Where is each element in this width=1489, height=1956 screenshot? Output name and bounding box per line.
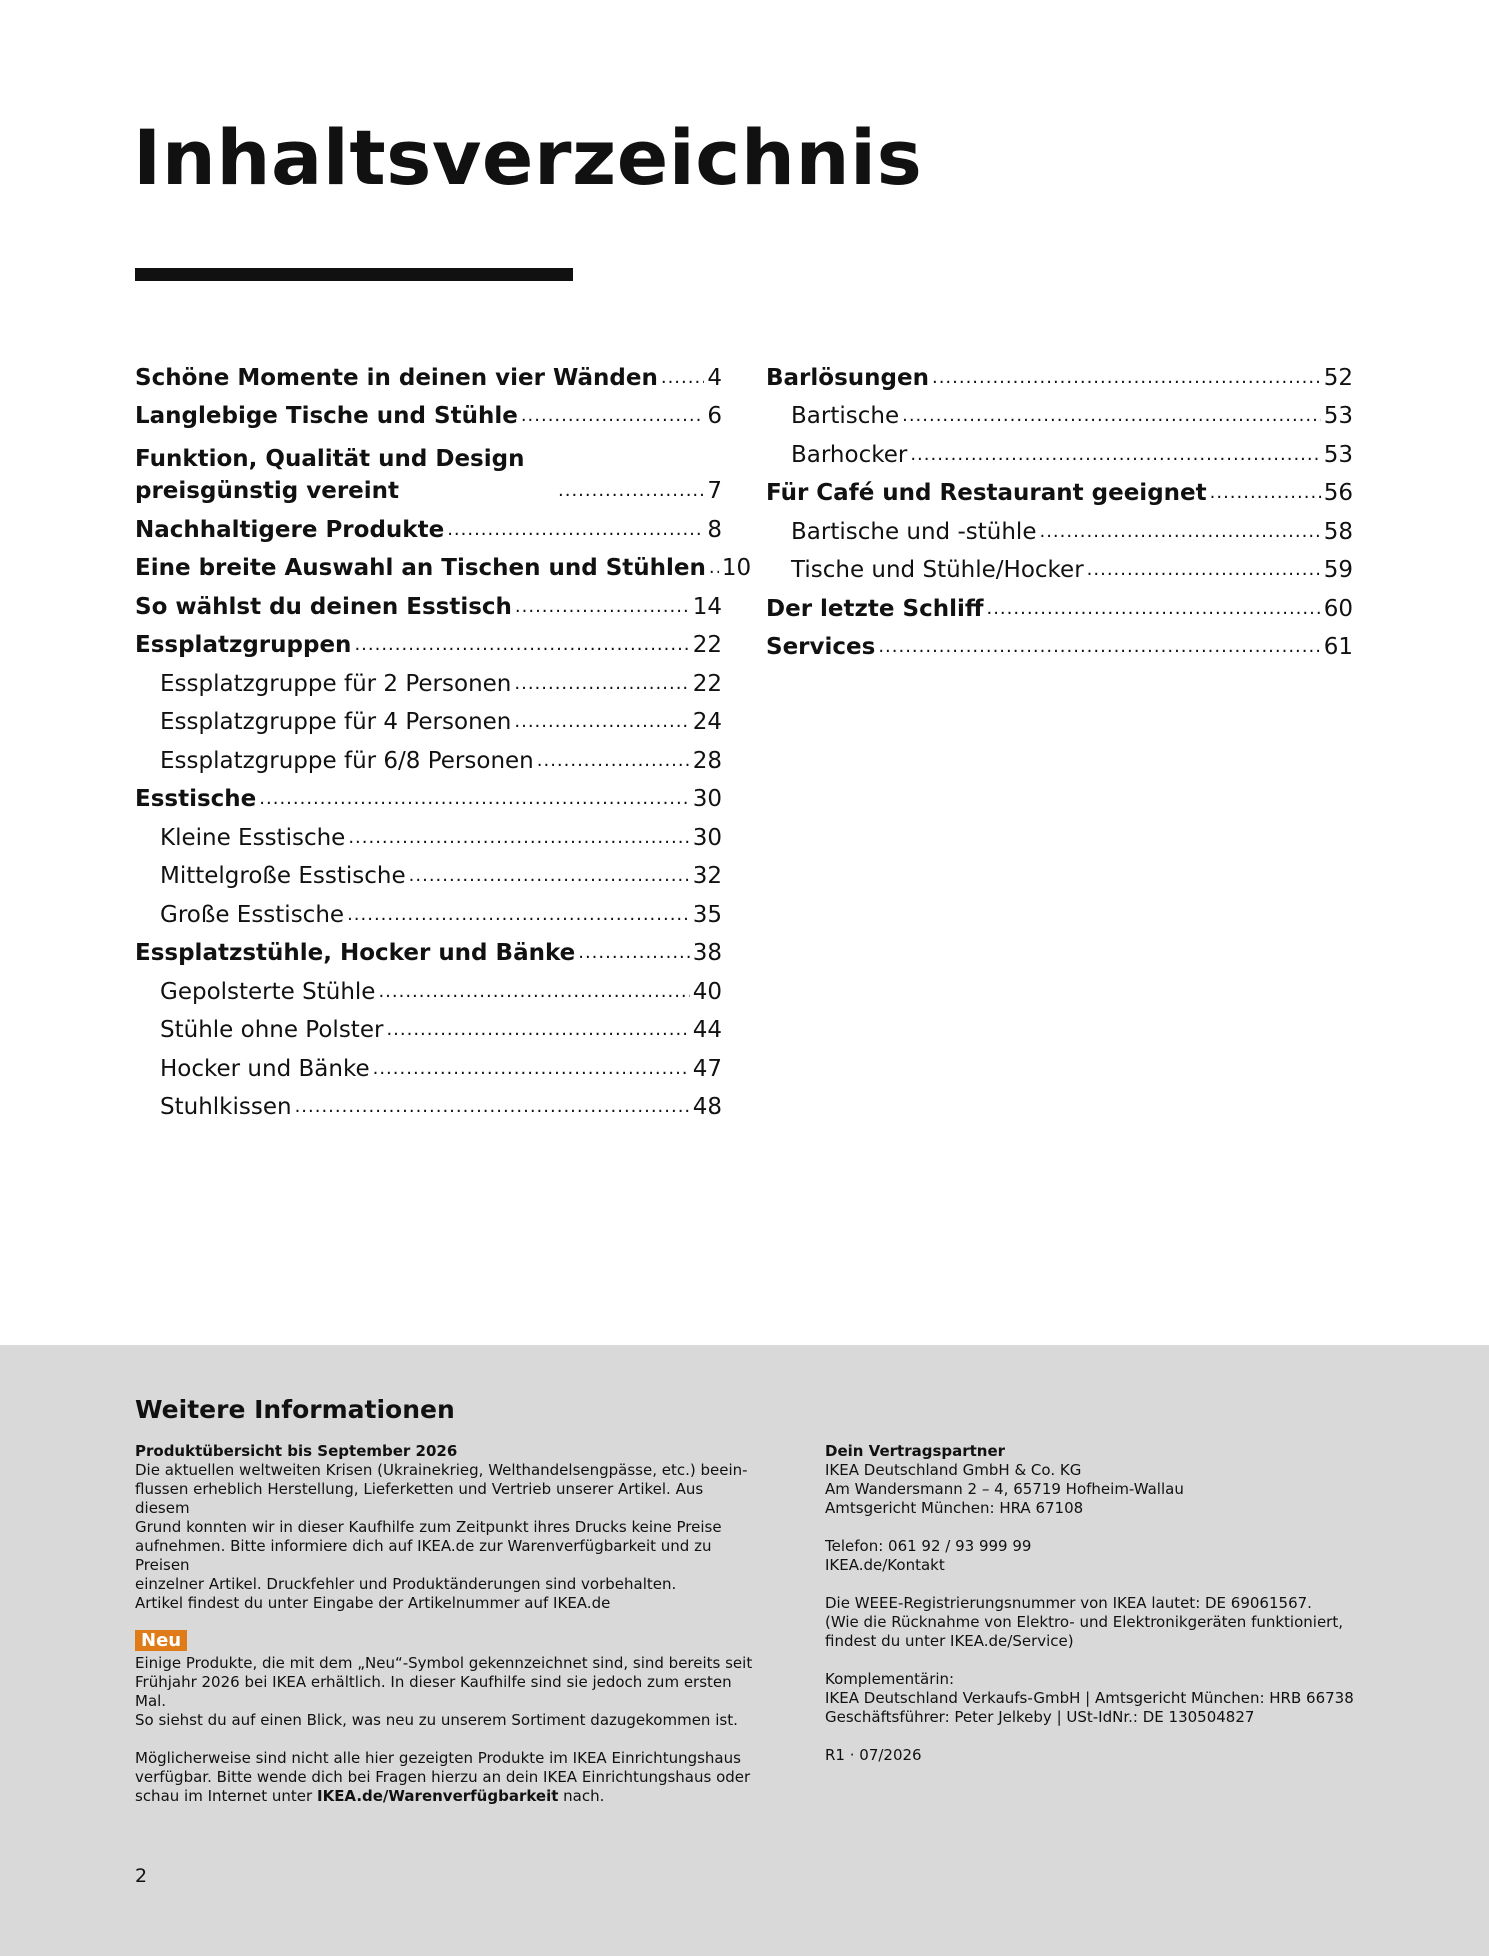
toc-entry[interactable] xyxy=(135,969,722,1008)
toc-entry-label: Essplatzstühle, Hocker und Bänke xyxy=(135,940,576,966)
toc-dot-leader xyxy=(709,552,719,584)
toc-entry-label: Gepolsterte Stühle xyxy=(160,978,376,1005)
toc-dot-leader xyxy=(259,783,689,815)
toc-entry-page: 4 xyxy=(707,364,722,391)
title-rule xyxy=(135,268,573,281)
spacer xyxy=(825,1575,1425,1594)
toc-entry-label: Stuhlkissen xyxy=(160,1094,292,1120)
toc-entry-label: Barlösungen xyxy=(766,364,929,391)
toc-dot-leader xyxy=(373,1053,690,1085)
toc-entry-label: Stühle ohne Polster xyxy=(160,1017,384,1043)
toc-entry[interactable] xyxy=(766,355,1353,394)
toc-entry-label: Essplatzgruppe für 6/8 Personen xyxy=(160,747,534,774)
toc-entry[interactable] xyxy=(766,586,1353,625)
toc-entry-label: Für Café und Restaurant geeignet xyxy=(766,480,1207,506)
toc-entry[interactable] xyxy=(135,584,722,623)
toc-entry-label: Esstische xyxy=(135,786,257,812)
toc-entry-page: 40 xyxy=(692,978,722,1005)
toc-entry-label: Langlebige Tische und Stühle xyxy=(135,403,518,429)
page-title: Inhaltsverzeichnis xyxy=(133,113,923,202)
toc-entry[interactable] xyxy=(135,432,722,507)
info-right-column xyxy=(825,1442,1425,1765)
toc-entry-page: 53 xyxy=(1323,403,1353,429)
toc-dot-leader xyxy=(986,593,1320,625)
toc-dot-leader xyxy=(661,362,705,394)
toc-entry[interactable] xyxy=(135,931,722,970)
toc-dot-leader xyxy=(348,822,689,854)
toc-dot-leader xyxy=(1039,516,1320,548)
toc-entry-label: Schöne Momente in deinen vier Wänden xyxy=(135,364,658,391)
toc-dot-leader xyxy=(514,668,689,700)
toc-entry-label: Funktion, Qualität und Design preisgünstig vereint xyxy=(135,446,525,504)
version-text: R1 · 07/2026 xyxy=(825,1746,922,1764)
toc-entry-page: 58 xyxy=(1323,518,1353,545)
toc-entry-page: 6 xyxy=(707,403,722,429)
toc-entry-label: Essplatzgruppe für 2 Personen xyxy=(160,670,512,697)
toc-entry-label: Hocker und Bänke xyxy=(160,1055,370,1082)
toc-entry-label: Mittelgroße Esstische xyxy=(160,863,406,889)
toc-entry-label: Kleine Esstische xyxy=(160,824,346,851)
toc-entry[interactable] xyxy=(766,394,1353,433)
toc-entry[interactable] xyxy=(135,546,752,585)
complementary-text: Komplementärin: IKEA Deutschland Verkaufs-GmbH | Amtsgericht München: HRB 66738 Geschäftsführer: Peter Jelkeby | USt-IdNr.: DE 130504827 xyxy=(825,1670,1354,1726)
toc-entry[interactable] xyxy=(766,471,1353,510)
overview-text: Die aktuellen weltweiten Krisen (Ukrainekrieg, Welthandelsengpässe, etc.) beein- flussen erheblich Herstellung, Lieferketten und Vertrieb unserer Artikel. Aus diesem Grund konnten wir in dieser Kaufhilfe zum Zeitpunkt ihres Drucks keine Preise aufnehmen. Bitte informiere dich auf IKEA.de zur Warenverfügbarkeit und zu Preisen einzelner Artikel. Druckfehler und Produktänderungen sind vorbehalten. Artikel findest du unter Eingabe der Artikelnummer auf IKEA.de xyxy=(135,1461,748,1612)
toc-left-column xyxy=(135,355,752,1123)
toc-entry-page: 24 xyxy=(692,709,722,735)
toc-entry-label: Essplatzgruppe für 4 Personen xyxy=(160,709,512,735)
toc-entry[interactable] xyxy=(135,394,722,433)
toc-entry-label: Bartische und -stühle xyxy=(791,518,1037,545)
toc-dot-leader xyxy=(386,1014,689,1046)
toc-entry-page: 61 xyxy=(1323,634,1353,660)
toc-entry-label: Der letzte Schliff xyxy=(766,595,984,622)
toc-entry[interactable] xyxy=(766,509,1353,548)
toc-entry-page: 22 xyxy=(692,632,722,658)
info-left-column xyxy=(135,1442,760,1806)
toc-dot-leader xyxy=(578,937,689,969)
toc-entry[interactable] xyxy=(135,700,722,739)
toc-entry[interactable] xyxy=(766,548,1353,587)
availability-link[interactable]: IKEA.de/Warenverfügbarkeit xyxy=(316,1787,559,1805)
toc-entry[interactable] xyxy=(135,661,722,700)
toc-entry-page: 22 xyxy=(692,670,722,697)
toc-dot-leader xyxy=(878,631,1320,663)
toc-entry[interactable] xyxy=(135,623,722,662)
availability-suffix: nach. xyxy=(558,1787,605,1805)
toc-dot-leader xyxy=(409,860,690,892)
toc-entry-label: Barhocker xyxy=(791,441,908,468)
toc-entry[interactable] xyxy=(766,625,1353,664)
neu-text: Einige Produkte, die mit dem „Neu“-Symbol gekennzeichnet sind, sind bereits seit Frühjahr 2026 bei IKEA erhältlich. In dieser Kaufhilfe sind sie jedoch zum ersten Mal. So siehst du auf einen Blick, was neu zu unserem Sortiment dazugekommen ist. xyxy=(135,1654,753,1729)
spacer xyxy=(825,1727,1425,1746)
toc-dot-leader xyxy=(378,976,689,1008)
toc-entry-page: 14 xyxy=(692,593,722,620)
weee-text: Die WEEE-Registrierungsnummer von IKEA lautet: DE 69061567. (Wie die Rücknahme von Elektro- und Elektronikgeräten funktioniert, findest du unter IKEA.de/Service) xyxy=(825,1594,1343,1650)
toc-entry-page: 30 xyxy=(692,824,722,851)
partner-text: IKEA Deutschland GmbH & Co. KG Am Wandersmann 2 – 4, 65719 Hofheim-Wallau Amtsgericht München: HRA 67108 xyxy=(825,1461,1184,1517)
availability-paragraph xyxy=(135,1749,760,1806)
toc-dot-leader xyxy=(932,362,1321,394)
toc-entry[interactable] xyxy=(135,854,722,893)
toc-entry-page: 56 xyxy=(1323,480,1353,506)
toc-dot-leader xyxy=(537,745,690,777)
toc-dot-leader xyxy=(514,706,689,738)
spacer xyxy=(825,1518,1425,1537)
toc-entry[interactable] xyxy=(135,738,722,777)
toc-dot-leader xyxy=(347,899,690,931)
toc-entry-label: Bartische xyxy=(791,403,900,429)
toc-entry-label: Eine breite Auswahl an Tischen und Stühlen xyxy=(135,555,706,581)
availability-text: Möglicherweise sind nicht alle hier gezeigten Produkte im IKEA Einrichtungshaus verfügbar. Bitte wende dich bei Fragen hierzu an dein IKEA Einrichtungshaus oder schau im Internet unter xyxy=(135,1749,751,1805)
toc-entry[interactable] xyxy=(135,815,722,854)
toc-dot-leader xyxy=(1087,554,1321,586)
toc-entry-page: 32 xyxy=(692,863,722,889)
toc-entry[interactable] xyxy=(135,1046,722,1085)
toc-entry-label: So wählst du deinen Esstisch xyxy=(135,593,512,620)
spacer xyxy=(825,1651,1425,1670)
toc-entry-page: 44 xyxy=(692,1017,722,1043)
toc-entry-page: 30 xyxy=(692,786,722,812)
toc-dot-leader xyxy=(515,591,690,623)
toc-entry-page: 59 xyxy=(1323,557,1353,583)
toc-entry-label: Essplatzgruppen xyxy=(135,632,352,658)
toc-dot-leader xyxy=(902,400,1321,432)
toc-entry-page: 7 xyxy=(707,478,722,504)
toc-entry-page: 38 xyxy=(692,940,722,966)
toc-entry-page: 52 xyxy=(1323,364,1353,391)
toc-entry-page: 28 xyxy=(692,747,722,774)
toc-dot-leader xyxy=(447,514,704,546)
toc-entry-page: 35 xyxy=(692,901,722,928)
toc-entry[interactable] xyxy=(135,355,722,394)
toc-entry-page: 47 xyxy=(692,1055,722,1082)
toc-entry-page: 53 xyxy=(1323,441,1353,468)
toc-dot-leader xyxy=(295,1091,690,1123)
toc-dot-leader xyxy=(354,629,689,661)
toc-entry-label: Services xyxy=(766,634,876,660)
neu-badge: Neu xyxy=(135,1630,187,1651)
spacer xyxy=(135,1730,760,1749)
toc-dot-leader xyxy=(521,400,705,432)
toc-entry[interactable] xyxy=(135,1085,722,1124)
toc-entry[interactable] xyxy=(766,432,1353,471)
toc-entry-label: Nachhaltigere Produkte xyxy=(135,516,445,543)
toc-entry[interactable] xyxy=(135,777,722,816)
toc-entry-label: Tische und Stühle/Hocker xyxy=(791,557,1084,583)
toc-dot-leader xyxy=(1210,477,1321,509)
toc-entry-page: 60 xyxy=(1323,595,1353,622)
partner-title: Dein Vertragspartner xyxy=(825,1442,1006,1460)
toc-entry[interactable] xyxy=(135,507,722,546)
toc-dot-leader xyxy=(558,475,704,507)
toc-entry[interactable] xyxy=(135,1008,722,1047)
toc-entry-page: 8 xyxy=(707,516,722,543)
toc-entry-page: 10 xyxy=(721,555,752,581)
overview-title: Produktübersicht bis September 2026 xyxy=(135,1442,458,1460)
info-panel xyxy=(0,1345,1489,1956)
toc-entry-label: Große Esstische xyxy=(160,901,345,928)
contact-text: Telefon: 061 92 / 93 999 99 IKEA.de/Kontakt xyxy=(825,1537,1032,1574)
toc-entry-page: 48 xyxy=(692,1094,722,1120)
toc-dot-leader xyxy=(910,439,1320,471)
page-number: 2 xyxy=(135,1865,148,1887)
toc-right-column xyxy=(766,355,1353,663)
toc-entry[interactable] xyxy=(135,892,722,931)
info-heading: Weitere Informationen xyxy=(135,1395,455,1424)
